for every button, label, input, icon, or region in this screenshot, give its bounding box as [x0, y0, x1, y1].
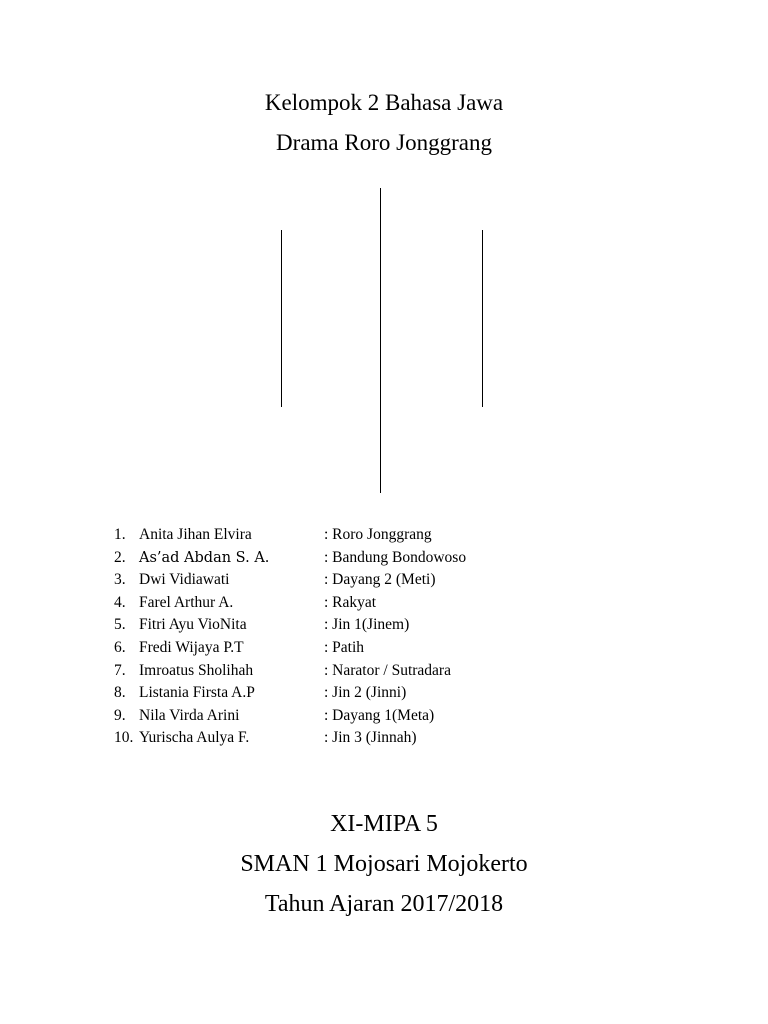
cast-role: : Bandung Bondowoso — [324, 548, 467, 566]
document-title: Kelompok 2 Bahasa Jawa — [264, 90, 504, 115]
cast-number: 9. — [114, 706, 126, 724]
cast-member-name: Nila Virda Arini — [139, 706, 240, 724]
cast-role: : Narator / Sutradara — [324, 661, 451, 679]
cast-row — [0, 682, 768, 705]
cast-role: : Rakyat — [324, 593, 377, 611]
cast-row — [0, 592, 768, 615]
cast-member-name: Fredi Wijaya P.T — [139, 638, 244, 656]
cast-role: : Dayang 2 (Meti) — [324, 571, 436, 589]
cast-row — [0, 547, 768, 570]
academic-year: Tahun Ajaran 2017/2018 — [264, 891, 504, 917]
cast-member-name: Fitri Ayu VioNita — [139, 616, 247, 634]
cast-member-name: As’ad Abdan S. A. — [139, 549, 270, 566]
cast-number: 1. — [114, 526, 126, 543]
logo-line-left — [281, 230, 282, 407]
cast-member-name: Listania Firsta A.P — [139, 684, 255, 702]
cast-row — [0, 637, 768, 660]
cast-role: : Jin 3 (Jinnah) — [324, 729, 417, 747]
cast-row — [0, 705, 768, 728]
cast-role: : Dayang 1(Meta) — [324, 706, 435, 724]
cast-number: 2. — [114, 548, 126, 566]
cast-row — [0, 660, 768, 683]
logo-line-center — [380, 188, 381, 493]
class-name: XI-MIPA 5 — [330, 811, 438, 837]
cast-role: : Jin 2 (Jinni) — [324, 684, 407, 702]
cast-row — [0, 524, 768, 547]
cast-member-name: Imroatus Sholihah — [139, 661, 254, 679]
cast-number: 3. — [114, 571, 126, 589]
cast-role: : Roro Jonggrang — [324, 526, 432, 543]
cast-number: 5. — [114, 616, 126, 634]
cast-role: : Jin 1(Jinem) — [324, 616, 410, 634]
document-subtitle: Drama Roro Jonggrang — [276, 130, 492, 155]
logo-line-right — [482, 230, 483, 407]
cast-member-name: Farel Arthur A. — [139, 593, 234, 611]
cast-member-name: Yurischa Aulya F. — [139, 729, 250, 747]
cast-number: 8. — [114, 684, 126, 702]
cast-number: 6. — [114, 638, 126, 656]
cast-row — [0, 727, 768, 750]
cast-member-name: Anita Jihan Elvira — [139, 526, 252, 543]
school-name: SMAN 1 Mojosari Mojokerto — [240, 851, 528, 877]
cast-number: 10. — [114, 729, 134, 747]
cast-row — [0, 614, 768, 637]
cast-list — [0, 524, 768, 750]
cast-number: 4. — [114, 593, 126, 611]
cast-number: 7. — [114, 661, 126, 679]
cast-row — [0, 569, 768, 592]
cast-member-name: Dwi Vidiawati — [139, 571, 230, 589]
cast-role: : Patih — [324, 638, 365, 656]
